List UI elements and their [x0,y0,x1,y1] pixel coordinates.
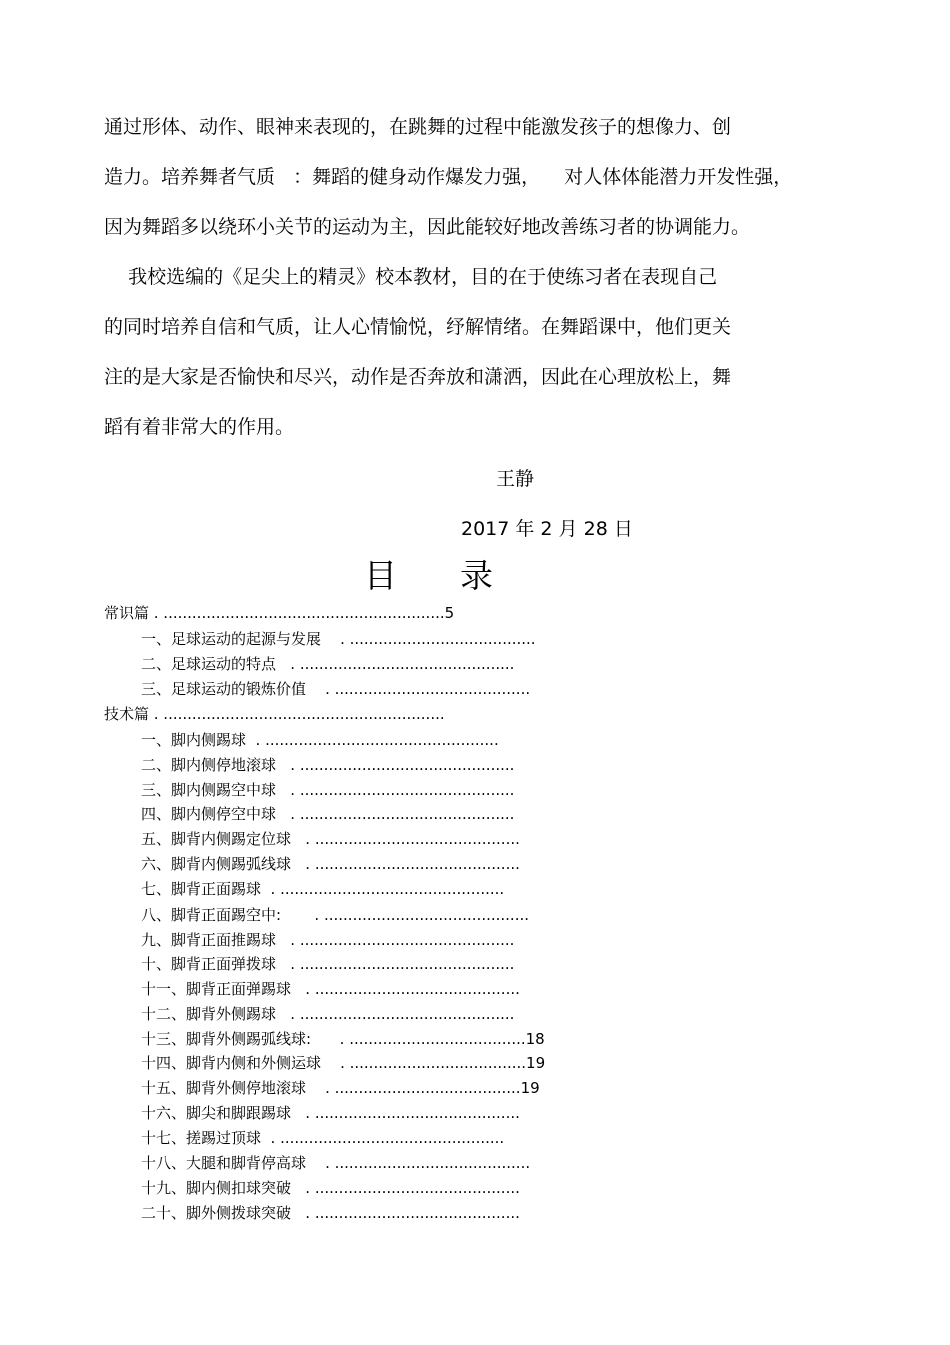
signature-name: 王静 [496,468,535,490]
toc-entry[interactable]: 十、脚背正面弹拨球 . ............................................. [141,955,515,973]
toc-entry[interactable]: 十一、脚背正面弹踢球 . ........................................... [141,980,520,998]
body-line-1: 通过形体、动作、眼神来表现的，在跳舞的过程中能激发孩子的想像力、创 [104,116,732,138]
body-line-5: 的同时培养自信和气质，让人心情愉悦，纾解情绪。在舞蹈课中，他们更关 [104,316,732,338]
body-line-2: 造力。培养舞者气质 ：舞蹈的健身动作爆发力强， 对人体体能潜力开发性强， [104,166,793,188]
toc-entry[interactable]: 十二、脚背外侧踢球 . ............................................. [141,1005,515,1023]
toc-entry[interactable]: 六、脚背内侧踢弧线球 . ........................................... [141,855,520,873]
toc-section-changshi[interactable]: 常识篇 . ...........................................................5 [104,604,455,622]
toc-entry[interactable]: 五、脚背内侧踢定位球 . ........................................... [141,830,520,848]
toc-entry[interactable]: 十五、脚背外侧停地滚球 . .......................................19 [141,1079,540,1097]
body-line-4: 我校选编的《足尖上的精灵》校本教材，目的在于使练习者在表现自己 [104,266,718,288]
body-line-6: 注的是大家是否愉快和尽兴，动作是否奔放和潇洒，因此在心理放松上，舞 [104,366,732,388]
toc-entry[interactable]: 七、脚背正面踢球 . ............................................... [141,880,505,898]
toc-entry[interactable]: 四、脚内侧停空中球 . ............................................. [141,805,515,823]
toc-entry[interactable]: 一、足球运动的起源与发展 . ....................................... [141,630,536,648]
body-line-3: 因为舞蹈多以绕环小关节的运动为主，因此能较好地改善练习者的协调能力。 [104,216,751,238]
toc-title: 目 录 [364,556,493,595]
toc-entry[interactable]: 十八、大腿和脚背停高球 . ......................................... [141,1154,531,1172]
toc-entry[interactable]: 三、脚内侧踢空中球 . ............................................. [141,781,515,799]
signature-date: 2017 年 2 月 28 日 [461,518,633,540]
toc-entry[interactable]: 九、脚背正面推踢球 . ............................................. [141,931,515,949]
toc-section-jishu[interactable]: 技术篇 . ........................................................... [104,705,445,723]
toc-entry[interactable]: 十六、脚尖和脚跟踢球 . ........................................... [141,1104,520,1122]
toc-entry[interactable]: 三、足球运动的锻炼价值 . ......................................... [141,680,531,698]
toc-entry[interactable]: 十三、脚背外侧踢弧线球: . .....................................18 [141,1030,545,1048]
toc-entry[interactable]: 十九、脚内侧扣球突破 . ........................................... [141,1179,520,1197]
toc-entry[interactable]: 二、足球运动的特点 . ............................................. [141,655,515,673]
toc-entry[interactable]: 一、脚内侧踢球 . ................................................. [141,731,499,749]
body-line-7: 蹈有着非常大的作用。 [104,416,295,438]
toc-entry[interactable]: 二、脚内侧停地滚球 . ............................................. [141,756,515,774]
toc-entry[interactable]: 十七、搓踢过顶球 . ............................................... [141,1129,505,1147]
toc-entry[interactable]: 二十、脚外侧拨球突破 . ........................................... [141,1204,520,1222]
toc-entry[interactable]: 八、脚背正面踢空中: . ........................................... [141,906,529,924]
toc-entry[interactable]: 十四、脚背内侧和外侧运球 . .....................................19 [141,1054,546,1072]
